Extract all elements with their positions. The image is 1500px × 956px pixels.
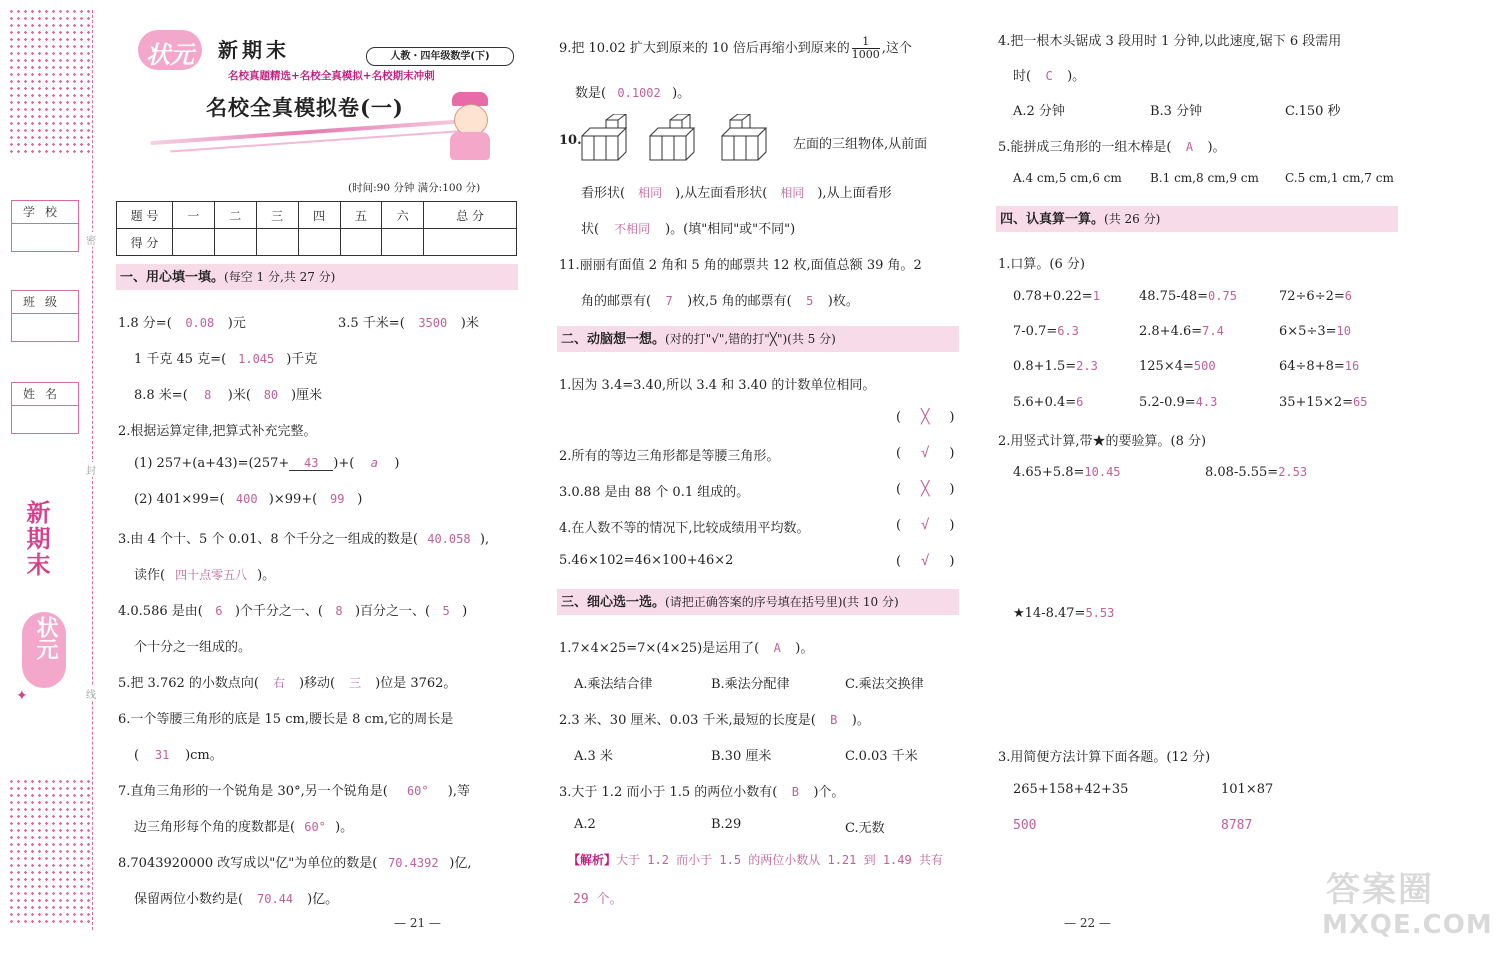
question-10-number: 10. [559, 133, 582, 148]
mental-item [1013, 359, 1098, 374]
page-number-right: — 22 — [1064, 916, 1111, 930]
q-text: )个千分之一、( [234, 604, 323, 619]
choice-3-option-a: A.2 [574, 817, 596, 832]
q-text: )+( [333, 456, 355, 471]
q-text: )百分之一、( [354, 604, 431, 619]
q-text: ) [357, 492, 363, 507]
q-text: 读作( [134, 568, 166, 583]
simplify-2-question: 101×87 [1221, 782, 1274, 797]
answer: 500 [1193, 359, 1216, 373]
mental-item [1139, 359, 1216, 374]
q-text: 边三角形每个角的度数都是( [134, 820, 296, 835]
score-header-cell: 三 [256, 202, 298, 229]
answer: 400 [235, 492, 258, 506]
question-8b [134, 888, 338, 907]
question-10b [581, 182, 892, 201]
choice-1 [559, 637, 813, 656]
answer: ╳ [921, 409, 930, 425]
answer: C [1045, 69, 1053, 83]
choice-2 [559, 709, 870, 728]
section-2-title: 二、动脑想一想。 [561, 332, 666, 347]
analysis [568, 851, 943, 868]
mental-item [1279, 359, 1359, 374]
judge-item-3: 3.0.88 是由 88 个 0.1 组成的。 [559, 485, 750, 500]
answer: 6 [1076, 395, 1084, 409]
analysis-text-2: 29 个。 [573, 892, 623, 907]
answer: √ [921, 553, 930, 569]
answer: 1 [1092, 289, 1100, 303]
answer: 相同 [638, 186, 663, 200]
q-text: ), [479, 532, 490, 547]
vertical-calc-2 [1205, 465, 1307, 480]
q-text: )个。 [813, 785, 845, 800]
answer: 10 [1336, 324, 1351, 338]
choice-4-option-a: A.2 分钟 [1013, 104, 1065, 119]
mental-q: 0.78+0.22= [1013, 289, 1093, 304]
judge-item-4: 4.在人数不等的情况下,比较成绩用平均数。 [559, 521, 810, 536]
watermark-top: 答案圈 [1326, 870, 1434, 910]
vertical-logo [22, 612, 66, 688]
question-11b [581, 290, 859, 309]
cube-group-1 [582, 114, 626, 160]
score-header-cell: 五 [340, 202, 382, 229]
q-text: )米( [227, 388, 251, 403]
section-2-header [557, 326, 959, 352]
answer: 70.44 [257, 892, 294, 906]
choice-1-option-a: A.乘法结合律 [574, 677, 653, 692]
q-text: )枚,5 角的邮票有( [687, 294, 792, 309]
question-5 [118, 672, 456, 691]
answer: 5 [806, 294, 814, 308]
question-9 [559, 36, 912, 61]
q-text: (2) 401×99=( [134, 492, 225, 507]
simplify-2-answer: 8787 [1221, 818, 1253, 833]
choice-4-option-c: C.150 秒 [1285, 104, 1341, 119]
vertical-calc-3 [1013, 606, 1114, 621]
q-text: 5.把 3.762 的小数点向( [118, 676, 259, 691]
series-name: 新期末 [218, 38, 290, 62]
answer: B [830, 713, 838, 727]
answer: 8 [204, 388, 212, 402]
section-4-header [996, 206, 1398, 232]
time-info: (时间:90 分钟 满分:100 分) [348, 182, 481, 194]
seal-char-2: 封 [86, 462, 96, 477]
q-text: ( [134, 748, 140, 763]
answer: 5 [442, 604, 450, 618]
name-label: 姓名 [12, 383, 78, 406]
answer: A [773, 641, 781, 655]
judge-mark-3: ( ╳ ) [896, 481, 955, 497]
mental-q: 0.8+1.5= [1013, 359, 1077, 374]
answer: 0.08 [185, 316, 215, 330]
mental-q: 64÷8+8= [1279, 359, 1345, 374]
score-cell[interactable] [214, 229, 256, 256]
choice-5-option-b: B.1 cm,8 cm,9 cm [1150, 171, 1259, 185]
simplify-1-question: 265+158+42+35 [1013, 782, 1129, 797]
score-header-cell: 二 [214, 202, 256, 229]
choice-4: 4.把一根木头锯成 3 段用时 1 分钟,以此速度,锯下 6 段需用 [998, 34, 1342, 49]
page-number-left: — 21 — [394, 916, 441, 930]
q-text: 2.3 米、30 厘米、0.03 千米,最短的长度是( [559, 713, 816, 728]
q-text: )。 [1207, 140, 1226, 155]
choice-1-option-b: B.乘法分配律 [711, 677, 790, 692]
q-text: )移动( [298, 676, 336, 691]
mental-q: 7-0.7= [1013, 324, 1058, 339]
question-10c [581, 218, 795, 237]
judge-item-1: 1.因为 3.4=3.40,所以 3.4 和 3.40 的计数单位相同。 [559, 378, 876, 393]
seal-char-1: 密 [86, 232, 96, 247]
sparkle-icon: ✦ [16, 688, 28, 704]
q-text: 数是( [575, 86, 607, 101]
section-1-header [116, 264, 518, 290]
answer: 6 [1344, 289, 1352, 303]
edition-badge: 人教・四年级数学(下) [366, 47, 514, 66]
choice-5 [998, 136, 1226, 155]
choice-5-option-c: C.5 cm,1 cm,7 cm [1285, 171, 1394, 185]
mental-q: 125×4= [1139, 359, 1194, 374]
q-text: )位是 3762。 [375, 676, 457, 691]
answer: 2.3 [1076, 359, 1098, 373]
cube-group-2 [650, 114, 694, 160]
fraction-denominator: 1000 [851, 48, 880, 61]
choice-2-option-b: B.30 厘米 [711, 749, 772, 764]
q-text: 角的邮票有( [581, 294, 652, 309]
judge-mark-2: ( √ ) [896, 445, 955, 461]
school-label: 学校 [12, 201, 78, 224]
q-text: 时( [1013, 69, 1032, 84]
q-text: 8.7043920000 改写成以"亿"为单位的数是( [118, 856, 378, 871]
question-2a [134, 456, 399, 471]
mental-q: 35+15×2= [1279, 395, 1354, 410]
score-row-label: 得 分 [117, 229, 173, 256]
answer: 8 [335, 604, 343, 618]
q-text: )。(填"相同"或"不同") [665, 222, 796, 237]
score-cell[interactable] [256, 229, 298, 256]
vertical-logo-text: 状元 [33, 616, 58, 660]
score-header-cell: 总 分 [424, 202, 517, 229]
choice-3 [559, 781, 844, 800]
class-field[interactable] [11, 290, 79, 342]
mental-item [1013, 289, 1100, 304]
question-1c [134, 348, 317, 367]
question-7 [118, 780, 470, 799]
section-3-note: (请把正确答案的序号填在括号里)(共 10 分) [665, 595, 899, 609]
exam-title: 名校全真模拟卷(一) [206, 95, 404, 120]
q-text: )cm。 [185, 748, 223, 763]
score-cell[interactable] [298, 229, 340, 256]
q-text: )元 [227, 316, 246, 331]
question-1a [118, 312, 246, 331]
score-header-cell: 四 [298, 202, 340, 229]
answer: 6 [215, 604, 223, 618]
choice-1-option-c: C.乘法交换律 [845, 677, 924, 692]
q-text: )。 [795, 641, 814, 656]
q-text: )枚。 [827, 294, 859, 309]
answer: 60° [406, 784, 429, 798]
q-text: )亿。 [307, 892, 339, 907]
question-4 [118, 600, 467, 619]
score-cell[interactable] [424, 229, 517, 256]
dot-pattern-bottom [8, 778, 90, 926]
score-header-cell: 题 号 [117, 202, 173, 229]
q-text: 4.0.586 是由( [118, 604, 203, 619]
choice-2-option-a: A.3 米 [574, 749, 613, 764]
question-8 [118, 852, 472, 871]
choice-3-option-c: C.无数 [845, 821, 885, 836]
mental-item [1279, 289, 1352, 304]
judge-item-5: 5.46×102=46×100+46×2 [559, 553, 734, 568]
mental-q: 6×5÷3= [1279, 324, 1337, 339]
watermark-logo [1322, 862, 1492, 946]
mascot-figure [440, 92, 500, 162]
judge-mark-4: ( √ ) [896, 517, 955, 533]
q-text: 看形状( [581, 186, 626, 201]
judge-mark-5: ( √ ) [896, 553, 955, 569]
q-text: 9.把 10.02 扩大到原来的 10 倍后再缩小到原来的 [559, 41, 850, 56]
watermark-bottom: MXQE.COM [1322, 910, 1493, 940]
answer: B [791, 785, 799, 799]
q-text: )。 [257, 568, 276, 583]
mental-q: 2.8+4.6= [1139, 324, 1203, 339]
q-text: ) [394, 456, 400, 471]
answer: 2.53 [1278, 465, 1308, 479]
section-3-header [557, 589, 959, 615]
answer: 6.3 [1057, 324, 1079, 338]
choice-4-option-b: B.3 分钟 [1150, 104, 1203, 119]
seal-char-3: 线 [86, 686, 96, 701]
q-text: 1.7×4×25=7×(4×25)是运用了( [559, 641, 760, 656]
answer: √ [921, 517, 930, 533]
answer: 1.045 [238, 352, 275, 366]
score-header-row [117, 202, 517, 229]
question-3 [118, 528, 489, 547]
score-table [116, 201, 517, 256]
analysis-tag: 【解析】 [568, 853, 617, 867]
mental-item [1013, 395, 1083, 410]
choice-4b [1013, 65, 1085, 84]
calc-q: ★14-8.47= [1013, 606, 1086, 621]
name-field[interactable] [11, 382, 79, 434]
score-header-cell: 一 [173, 202, 215, 229]
school-field[interactable] [11, 200, 79, 252]
analysis-text: 大于 1.2 而小于 1.5 的两位小数从 1.21 到 1.49 共有 [616, 853, 943, 867]
calc-q: 8.08-5.55= [1205, 465, 1279, 480]
q-text: 7.直角三角形的一个锐角是 30°,另一个锐角是( [118, 784, 388, 799]
cube-group-3 [722, 114, 766, 160]
header-subtitle: 名校真题精选+名校全真模拟+名校期末冲刺 [228, 70, 435, 82]
answer: 不相同 [614, 222, 651, 236]
dot-pattern-top [8, 8, 90, 156]
question-6: 6.一个等腰三角形的底是 15 cm,腰长是 8 cm,它的周长是 [118, 712, 454, 727]
answer: 16 [1344, 359, 1360, 373]
question-6b [134, 744, 223, 763]
answer: 四十点零五八 [175, 568, 248, 582]
choice-5-option-a: A.4 cm,5 cm,6 cm [1013, 171, 1122, 185]
q-text: 保留两位小数约是( [134, 892, 244, 907]
answer: 相同 [780, 186, 805, 200]
section-4-note: (共 26 分) [1104, 212, 1161, 226]
mental-item [1139, 395, 1217, 410]
simplify-1-answer: 500 [1013, 818, 1037, 833]
answer: 0.75 [1208, 289, 1237, 303]
answer: √ [921, 445, 930, 461]
judge-item-2: 2.所有的等边三角形都是等腰三角形。 [559, 449, 780, 464]
score-header-cell: 六 [382, 202, 424, 229]
answer: 3500 [418, 316, 448, 330]
q-text: )。 [1067, 69, 1086, 84]
mental-q: 5.2-0.9= [1139, 395, 1196, 410]
question-1b [338, 312, 479, 331]
vertical-calc-1 [1013, 465, 1121, 480]
section-1-title: 一、用心填一填。 [120, 270, 225, 285]
score-cell[interactable] [173, 229, 215, 256]
answer: 右 [272, 676, 285, 690]
fraction [852, 36, 880, 61]
q-text: 1.8 分=( [118, 316, 172, 331]
q-text: )。 [851, 713, 870, 728]
answer: a [370, 456, 378, 470]
answer: 4.3 [1195, 395, 1218, 409]
q-text: 1 千克 45 克=( [134, 352, 227, 367]
question-3b [134, 564, 275, 583]
question-11: 11.丽丽有面值 2 角和 5 角的邮票共 12 枚,面值总额 39 角。2 [559, 258, 922, 273]
calc-q: 4.65+5.8= [1013, 465, 1085, 480]
answer: 0.1002 [617, 86, 661, 100]
answer: 三 [349, 676, 362, 690]
class-label: 班级 [12, 291, 78, 314]
q-text: )米 [460, 316, 479, 331]
mental-item [1013, 324, 1079, 339]
q-text: 3.由 4 个十、5 个 0.01、8 个千分之一组成的数是( [118, 532, 418, 547]
q-text: )千克 [286, 352, 318, 367]
q-text: )。 [335, 820, 354, 835]
score-row [117, 229, 517, 256]
q-text: )亿, [449, 856, 472, 871]
question-9b [575, 82, 690, 101]
answer: 43 [289, 456, 333, 471]
answer: 70.4392 [387, 856, 439, 870]
score-cell[interactable] [382, 229, 424, 256]
question-10: 左面的三组物体,从前面 [793, 137, 928, 152]
subsection-simplify: 3.用简便方法计算下面各题。(12 分) [998, 750, 1211, 765]
answer: 10.45 [1084, 465, 1121, 479]
q-text: (1) 257+(a+43)=(257+ [134, 456, 290, 471]
subsection-mental: 1.口算。(6 分) [998, 257, 1085, 272]
cube-figures [578, 114, 790, 164]
question-1d [134, 384, 322, 403]
q-text: )厘米 [290, 388, 323, 403]
q-text: )。 [672, 86, 691, 101]
choice-2-option-c: C.0.03 千米 [845, 749, 918, 764]
question-4b: 个十分之一组成的。 [134, 640, 252, 655]
answer: 65 [1353, 395, 1368, 409]
q-text: 状( [581, 222, 600, 237]
q-text: ,这个 [881, 41, 912, 56]
answer: 99 [330, 492, 345, 506]
q-text: ) [462, 604, 468, 619]
mental-q: 5.6+0.4= [1013, 395, 1077, 410]
q-text: 8.8 米=( [134, 388, 188, 403]
mental-item [1279, 324, 1351, 339]
answer: 7 [665, 294, 673, 308]
section-4-title: 四、认真算一算。 [1000, 212, 1105, 227]
answer: ╳ [921, 481, 930, 497]
vertical-brand: 新期末 [22, 500, 50, 578]
fraction-numerator: 1 [852, 36, 880, 49]
choice-3-option-b: B.29 [711, 817, 742, 832]
mental-q: 72÷6÷2= [1279, 289, 1345, 304]
q-text: )×99+( [268, 492, 318, 507]
mental-item [1139, 289, 1237, 304]
section-3-title: 三、细心选一选。 [561, 595, 666, 610]
answer: 80 [263, 388, 279, 402]
mental-q: 48.75-48= [1139, 289, 1209, 304]
q-text: ),从左面看形状( [675, 186, 768, 201]
answer: 60° [304, 820, 326, 834]
q-text: 3.5 千米=( [338, 316, 405, 331]
answer: 31 [154, 748, 170, 762]
answer: A [1185, 140, 1194, 154]
q-text: 5.能拼成三角形的一组木棒是( [998, 140, 1172, 155]
brand-logo [138, 30, 202, 70]
q-text: ),等 [447, 784, 471, 799]
score-cell[interactable] [340, 229, 382, 256]
judge-mark-1: ( ╳ ) [896, 409, 955, 425]
answer: 40.058 [427, 532, 471, 546]
subsection-vertical: 2.用竖式计算,带★的要验算。(8 分) [998, 434, 1207, 449]
mental-item [1139, 324, 1224, 339]
brand-logo-text: 状元 [146, 41, 194, 69]
question-2b [134, 492, 362, 507]
answer: 7.4 [1202, 324, 1224, 338]
question-7b [134, 816, 353, 835]
mental-item [1279, 395, 1368, 410]
section-1-note: (每空 1 分,共 27 分) [224, 270, 336, 284]
q-text: 3.大于 1.2 而小于 1.5 的两位小数有( [559, 785, 778, 800]
question-2: 2.根据运算定律,把算式补充完整。 [118, 424, 317, 439]
answer: 5.53 [1085, 606, 1115, 620]
q-text: ),从上面看形 [817, 186, 892, 201]
section-2-note: (对的打"√",错的打"╳")(共 5 分) [665, 332, 836, 346]
